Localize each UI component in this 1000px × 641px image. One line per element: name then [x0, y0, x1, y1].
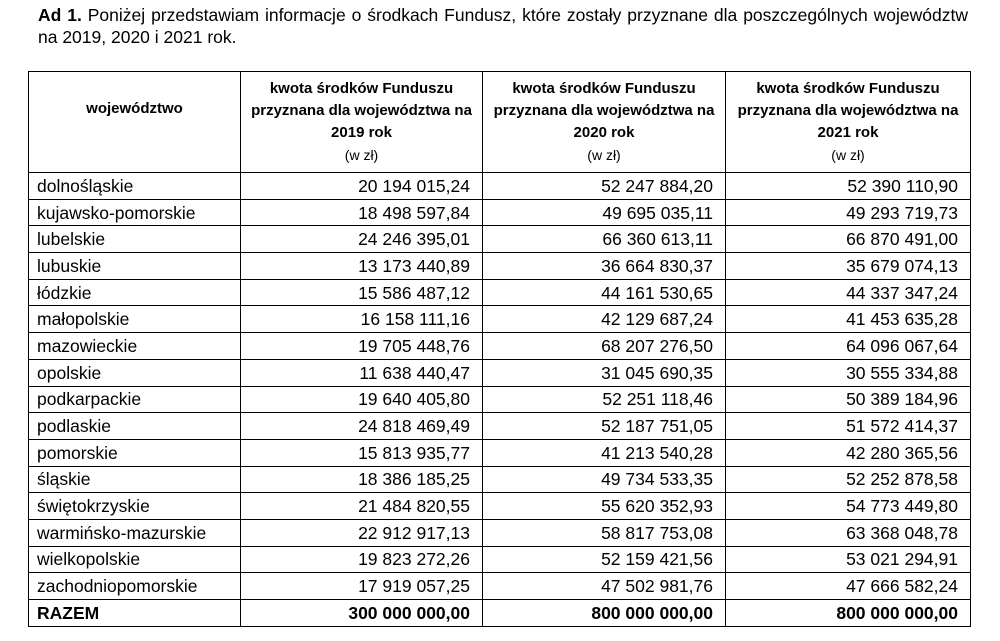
region-cell: kujawsko-pomorskie [29, 199, 241, 226]
amount-2020-cell: 31 045 690,35 [483, 359, 726, 386]
region-cell: podkarpackie [29, 386, 241, 413]
intro-label: Ad 1. [38, 5, 82, 25]
table-footer [29, 600, 971, 627]
amount-2019-cell: 17 919 057,25 [241, 573, 483, 600]
table-row [29, 519, 971, 546]
table-row [29, 493, 971, 520]
amount-2021-cell: 47 666 582,24 [726, 573, 971, 600]
amount-2020-cell: 42 129 687,24 [483, 306, 726, 333]
table-row [29, 546, 971, 573]
header-region-title: województwo [86, 100, 183, 117]
amount-2021-cell: 51 572 414,37 [726, 413, 971, 440]
region-cell: łódzkie [29, 279, 241, 306]
header-2021-unit: (w zł) [831, 147, 865, 163]
region-cell: małopolskie [29, 306, 241, 333]
amount-2019-cell: 20 194 015,24 [241, 173, 483, 200]
region-cell: warmińsko-mazurskie [29, 519, 241, 546]
amount-2020-cell: 41 213 540,28 [483, 439, 726, 466]
amount-2021-cell: 54 773 449,80 [726, 493, 971, 520]
table-row [29, 199, 971, 226]
amount-2020-cell: 52 251 118,46 [483, 386, 726, 413]
amount-2021-cell: 35 679 074,13 [726, 253, 971, 280]
table-row [29, 413, 971, 440]
table-row [29, 333, 971, 360]
region-cell: dolnośląskie [29, 173, 241, 200]
header-2019-unit: (w zł) [344, 147, 379, 163]
amount-2021-cell: 50 389 184,96 [726, 386, 971, 413]
region-cell: wielkopolskie [29, 546, 241, 573]
amount-2019-cell: 11 638 440,47 [241, 359, 483, 386]
amount-2020-cell: 68 207 276,50 [483, 333, 726, 360]
region-cell: podlaskie [29, 413, 241, 440]
total-2020: 800 000 000,00 [483, 600, 726, 627]
table-row [29, 253, 971, 280]
amount-2019-cell: 19 640 405,80 [241, 386, 483, 413]
amount-2020-cell: 49 734 533,35 [483, 466, 726, 493]
amount-2019-cell: 21 484 820,55 [241, 493, 483, 520]
funds-table [28, 71, 971, 627]
amount-2021-cell: 52 390 110,90 [726, 173, 971, 200]
table-row [29, 173, 971, 200]
table-row [29, 573, 971, 600]
header-region [29, 72, 241, 173]
region-cell: śląskie [29, 466, 241, 493]
amount-2019-cell: 15 813 935,77 [241, 439, 483, 466]
amount-2020-cell: 52 187 751,05 [483, 413, 726, 440]
amount-2021-cell: 52 252 878,58 [726, 466, 971, 493]
amount-2020-cell: 66 360 613,11 [483, 226, 726, 253]
amount-2020-cell: 49 695 035,11 [483, 199, 726, 226]
region-cell: zachodniopomorskie [29, 573, 241, 600]
table-row [29, 359, 971, 386]
region-cell: świętokrzyskie [29, 493, 241, 520]
header-row [29, 72, 971, 173]
total-2019: 300 000 000,00 [241, 600, 483, 627]
total-row [29, 600, 971, 627]
amount-2021-cell: 53 021 294,91 [726, 546, 971, 573]
amount-2020-cell: 55 620 352,93 [483, 493, 726, 520]
amount-2021-cell: 30 555 334,88 [726, 359, 971, 386]
amount-2020-cell: 52 159 421,56 [483, 546, 726, 573]
amount-2019-cell: 13 173 440,89 [241, 253, 483, 280]
intro-paragraph [38, 4, 968, 48]
amount-2019-cell: 22 912 917,13 [241, 519, 483, 546]
table-row [29, 466, 971, 493]
amount-2021-cell: 66 870 491,00 [726, 226, 971, 253]
amount-2021-cell: 64 096 067,64 [726, 333, 971, 360]
table-row [29, 386, 971, 413]
amount-2019-cell: 18 386 185,25 [241, 466, 483, 493]
amount-2019-cell: 18 498 597,84 [241, 199, 483, 226]
amount-2021-cell: 63 368 048,78 [726, 519, 971, 546]
amount-2019-cell: 15 586 487,12 [241, 279, 483, 306]
amount-2019-cell: 24 246 395,01 [241, 226, 483, 253]
header-2019-title: kwota środków Funduszu przyznana dla województwa na 2019 rok [251, 80, 472, 141]
total-2021: 800 000 000,00 [726, 600, 971, 627]
header-2020-title: kwota środków Funduszu przyznana dla województwa na 2020 rok [493, 80, 715, 141]
intro-text: Poniżej przedstawiam informacje o środkach Fundusz, które zostały przyznane dla poszczególnych województw na 2019, 2020 i 2021 rok. [38, 5, 968, 47]
table-row [29, 306, 971, 333]
amount-2020-cell: 58 817 753,08 [483, 519, 726, 546]
table-header [29, 72, 971, 173]
amount-2021-cell: 49 293 719,73 [726, 199, 971, 226]
region-cell: pomorskie [29, 439, 241, 466]
header-2021-title: kwota środków Funduszu przyznana dla województwa na 2021 rok [737, 80, 959, 141]
amount-2020-cell: 44 161 530,65 [483, 279, 726, 306]
amount-2019-cell: 24 818 469,49 [241, 413, 483, 440]
amount-2019-cell: 16 158 111,16 [241, 306, 483, 333]
region-cell: lubelskie [29, 226, 241, 253]
amount-2021-cell: 41 453 635,28 [726, 306, 971, 333]
header-2020-unit: (w zł) [587, 147, 621, 163]
region-cell: mazowieckie [29, 333, 241, 360]
amount-2020-cell: 52 247 884,20 [483, 173, 726, 200]
table-row [29, 226, 971, 253]
amount-2020-cell: 47 502 981,76 [483, 573, 726, 600]
amount-2020-cell: 36 664 830,37 [483, 253, 726, 280]
amount-2021-cell: 42 280 365,56 [726, 439, 971, 466]
amount-2019-cell: 19 705 448,76 [241, 333, 483, 360]
header-2021 [726, 72, 971, 173]
header-2020 [483, 72, 726, 173]
table-body [29, 173, 971, 600]
total-label: RAZEM [29, 600, 241, 627]
region-cell: lubuskie [29, 253, 241, 280]
table-row [29, 279, 971, 306]
region-cell: opolskie [29, 359, 241, 386]
table-row [29, 439, 971, 466]
amount-2021-cell: 44 337 347,24 [726, 279, 971, 306]
amount-2019-cell: 19 823 272,26 [241, 546, 483, 573]
header-2019 [241, 72, 483, 173]
